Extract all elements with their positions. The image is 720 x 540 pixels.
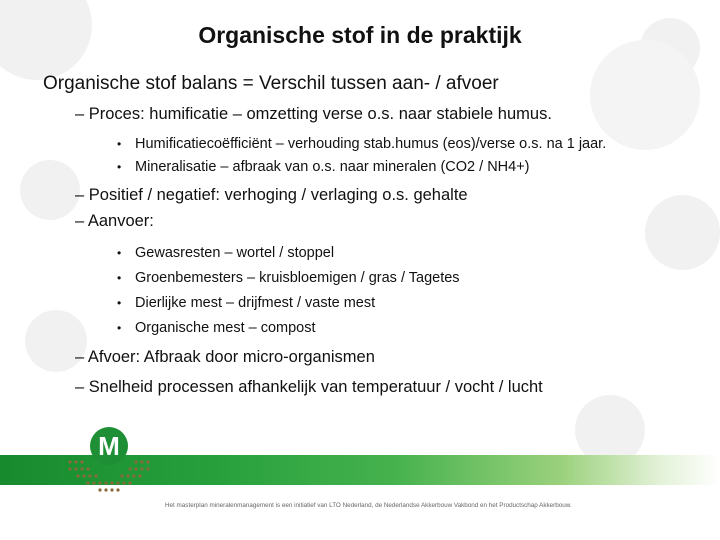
list-item: Mineralisatie – afbraak van o.s. naar mineralen (CO2 / NH4+) [135, 159, 530, 175]
bullet-icon: • [117, 271, 122, 285]
bullet-icon: • [117, 321, 122, 335]
list-item: – Positief / negatief: verhoging / verlaging o.s. gehalte [75, 186, 468, 204]
list-item: – Proces: humificatie – omzetting verse o.s. naar stabiele humus. [75, 105, 552, 123]
level1-heading [43, 73, 499, 95]
level1-heading-rest: = Verschil tussen aan- / afvoer [237, 73, 499, 94]
list-item: Organische mest – compost [135, 320, 316, 336]
list-item: – Snelheid processen afhankelijk van temperatuur / vocht / lucht [75, 378, 543, 396]
list-item: Dierlijke mest – drijfmest / vaste mest [135, 295, 376, 311]
list-item: Humificatiecoëfficiënt – verhouding stab.humus (eos)/verse o.s. na 1 jaar. [135, 136, 607, 152]
logo [64, 424, 154, 496]
logo-letter: M [98, 431, 120, 461]
list-item: Groenbemesters – kruisbloemigen / gras / Tagetes [135, 270, 460, 286]
list-item: – Afvoer: Afbraak door micro-organismen [75, 348, 375, 366]
bullet-icon: • [117, 137, 122, 151]
footer-disclaimer: Het masterplan mineralenmanagement is een initiatief van LTO Nederland, de Nederlandse Akkerbouw Vakbond en het Productschap Akkerbouw. [165, 502, 572, 509]
level1-heading-bold: Organische stof balans [43, 73, 238, 94]
bullet-icon: • [117, 246, 122, 260]
list-item: Gewasresten – wortel / stoppel [135, 245, 335, 261]
list-item: – Aanvoer: [75, 212, 154, 230]
bullet-icon: • [117, 160, 122, 174]
bullet-icon: • [117, 296, 122, 310]
slide-title: Organische stof in de praktijk [198, 22, 522, 48]
